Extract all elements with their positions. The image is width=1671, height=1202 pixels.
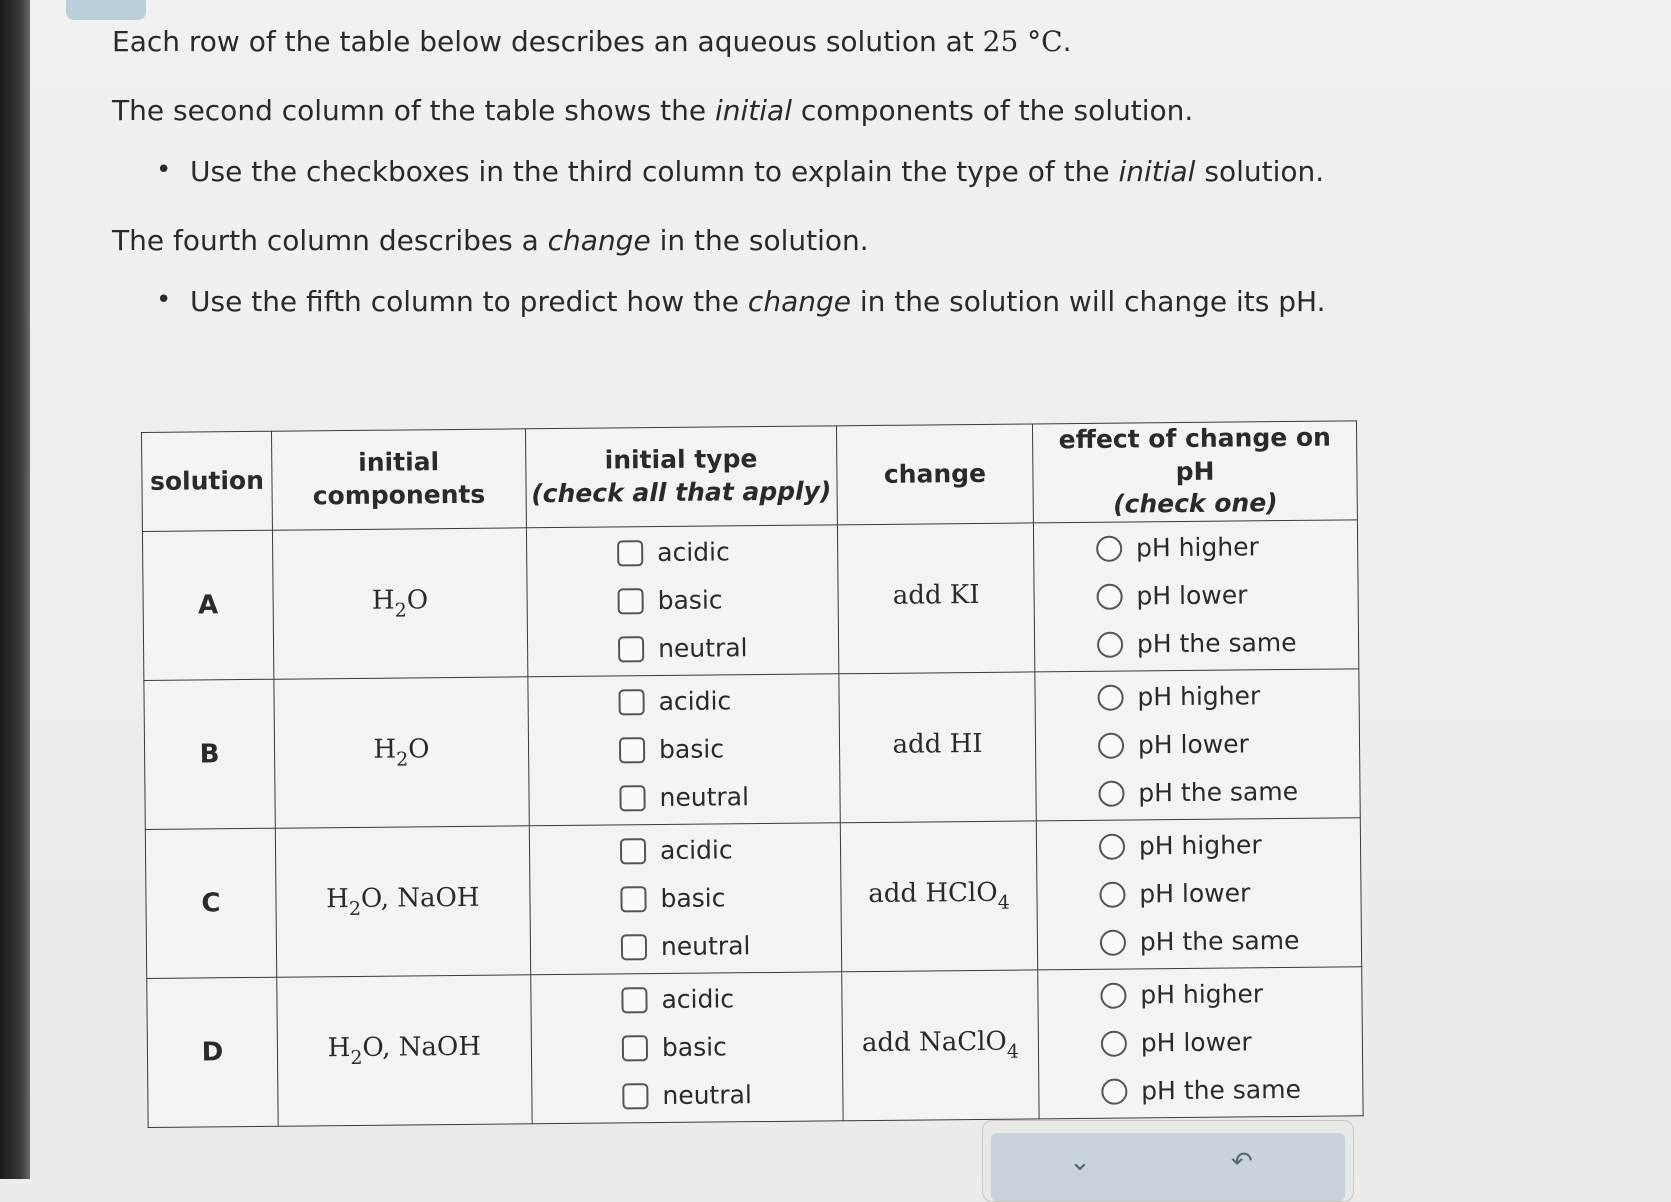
- change-cell: add KI: [837, 522, 1035, 673]
- effect-option[interactable]: pH the same: [1098, 767, 1298, 817]
- radio-button[interactable]: [1099, 833, 1125, 859]
- intro-line-1: Each row of the table below describes an aqueous solution at 25 °C.: [112, 25, 1072, 58]
- top-tab[interactable]: [66, 0, 146, 20]
- solution-label: D: [147, 977, 278, 1127]
- chevron-down-icon[interactable]: ⌄: [1069, 1147, 1091, 1177]
- initial-components: $H_2O$: [274, 676, 529, 827]
- effect-option[interactable]: pH higher: [1097, 671, 1297, 721]
- checkbox[interactable]: [619, 737, 645, 763]
- checkbox[interactable]: [622, 1035, 648, 1061]
- effect-option[interactable]: pH lower: [1099, 868, 1299, 918]
- effect-cell: [1038, 966, 1363, 1118]
- checkbox[interactable]: [622, 1083, 648, 1109]
- radio-button[interactable]: [1097, 631, 1123, 657]
- effect-cell: [1035, 668, 1360, 820]
- header-components: initial components: [271, 429, 526, 530]
- effect-option[interactable]: pH the same: [1101, 1065, 1301, 1115]
- type-option-basic[interactable]: basic: [617, 576, 747, 625]
- radio-button[interactable]: [1098, 732, 1124, 758]
- type-option-neutral[interactable]: neutral: [619, 773, 749, 822]
- intro-line-3: The fourth column describes a change in the solution.: [112, 224, 869, 258]
- type-option-basic[interactable]: basic: [619, 725, 749, 774]
- checkbox[interactable]: [619, 785, 645, 811]
- radio-button[interactable]: [1100, 982, 1126, 1008]
- solution-label: C: [145, 828, 276, 978]
- initial-components: $H_2O$: [272, 527, 527, 678]
- table-row: [147, 966, 1363, 1127]
- type-option-basic[interactable]: basic: [620, 874, 750, 923]
- bullet-2: • Use the fifth column to predict how the change in the solution will change its pH.: [190, 284, 1562, 320]
- bullet-1: • Use the checkboxes in the third column to explain the type of the initial solution.: [190, 154, 1562, 190]
- table-row: [144, 668, 1360, 829]
- radio-button[interactable]: [1100, 929, 1126, 955]
- effect-option[interactable]: pH higher: [1096, 522, 1296, 572]
- solution-label: A: [142, 530, 273, 680]
- instructions: [112, 24, 1562, 320]
- type-option-neutral[interactable]: neutral: [622, 1071, 752, 1120]
- effect-option[interactable]: pH higher: [1099, 820, 1299, 870]
- effect-option[interactable]: pH lower: [1101, 1017, 1301, 1067]
- effect-cell: [1037, 817, 1362, 969]
- change-cell: add NaClO$_4$: [841, 969, 1039, 1120]
- type-option-acidic[interactable]: acidic: [618, 677, 748, 726]
- checkbox[interactable]: [618, 636, 644, 662]
- checkbox[interactable]: [620, 886, 646, 912]
- checkbox[interactable]: [617, 540, 643, 566]
- radio-button[interactable]: [1097, 684, 1123, 710]
- checkbox[interactable]: [621, 934, 647, 960]
- checkbox[interactable]: [618, 588, 644, 614]
- effect-option[interactable]: pH lower: [1098, 719, 1298, 769]
- type-option-neutral[interactable]: neutral: [621, 922, 751, 971]
- effect-option[interactable]: pH the same: [1100, 916, 1300, 966]
- effect-option[interactable]: pH higher: [1100, 969, 1300, 1019]
- radio-button[interactable]: [1101, 1030, 1127, 1056]
- effect-option[interactable]: pH lower: [1096, 570, 1296, 620]
- undo-icon[interactable]: ↶: [1231, 1147, 1253, 1177]
- type-option-acidic[interactable]: acidic: [621, 975, 751, 1024]
- bottom-toolbar-inner: [991, 1133, 1345, 1201]
- effect-option[interactable]: pH the same: [1097, 618, 1297, 668]
- table-row: [145, 817, 1361, 978]
- checkbox[interactable]: [621, 987, 647, 1013]
- initial-components: $H_2O$, NaOH: [275, 825, 530, 976]
- initial-components: $H_2O$, NaOH: [277, 974, 532, 1125]
- initial-type-cell: [526, 524, 838, 676]
- radio-button[interactable]: [1101, 1078, 1127, 1104]
- type-option-neutral[interactable]: neutral: [618, 624, 748, 673]
- radio-button[interactable]: [1096, 535, 1122, 561]
- header-type: initial type (check all that apply): [525, 426, 837, 527]
- header-change: change: [836, 424, 1034, 524]
- change-cell: add HI: [839, 671, 1037, 822]
- initial-type-cell: [531, 971, 843, 1123]
- type-option-basic[interactable]: basic: [622, 1023, 752, 1072]
- radio-button[interactable]: [1099, 881, 1125, 907]
- screen-bezel: [0, 0, 30, 1179]
- initial-type-cell: [529, 822, 841, 974]
- solution-label: B: [144, 679, 275, 829]
- table-row: [142, 519, 1358, 680]
- change-cell: add HClO$_4$: [840, 820, 1038, 971]
- radio-button[interactable]: [1098, 780, 1124, 806]
- header-solution: solution: [142, 431, 273, 531]
- header-effect: effect of change on pH (check one): [1033, 421, 1358, 523]
- type-option-acidic[interactable]: acidic: [620, 826, 750, 875]
- effect-cell: [1034, 519, 1359, 671]
- intro-line-2: The second column of the table shows the initial components of the solution.: [112, 94, 1194, 128]
- type-option-acidic[interactable]: acidic: [617, 528, 747, 577]
- checkbox[interactable]: [620, 838, 646, 864]
- bottom-toolbar: [982, 1120, 1354, 1202]
- solutions-table: [141, 420, 1364, 1127]
- initial-type-cell: [528, 673, 840, 825]
- header-row: [142, 421, 1358, 531]
- checkbox[interactable]: [619, 689, 645, 715]
- radio-button[interactable]: [1096, 583, 1122, 609]
